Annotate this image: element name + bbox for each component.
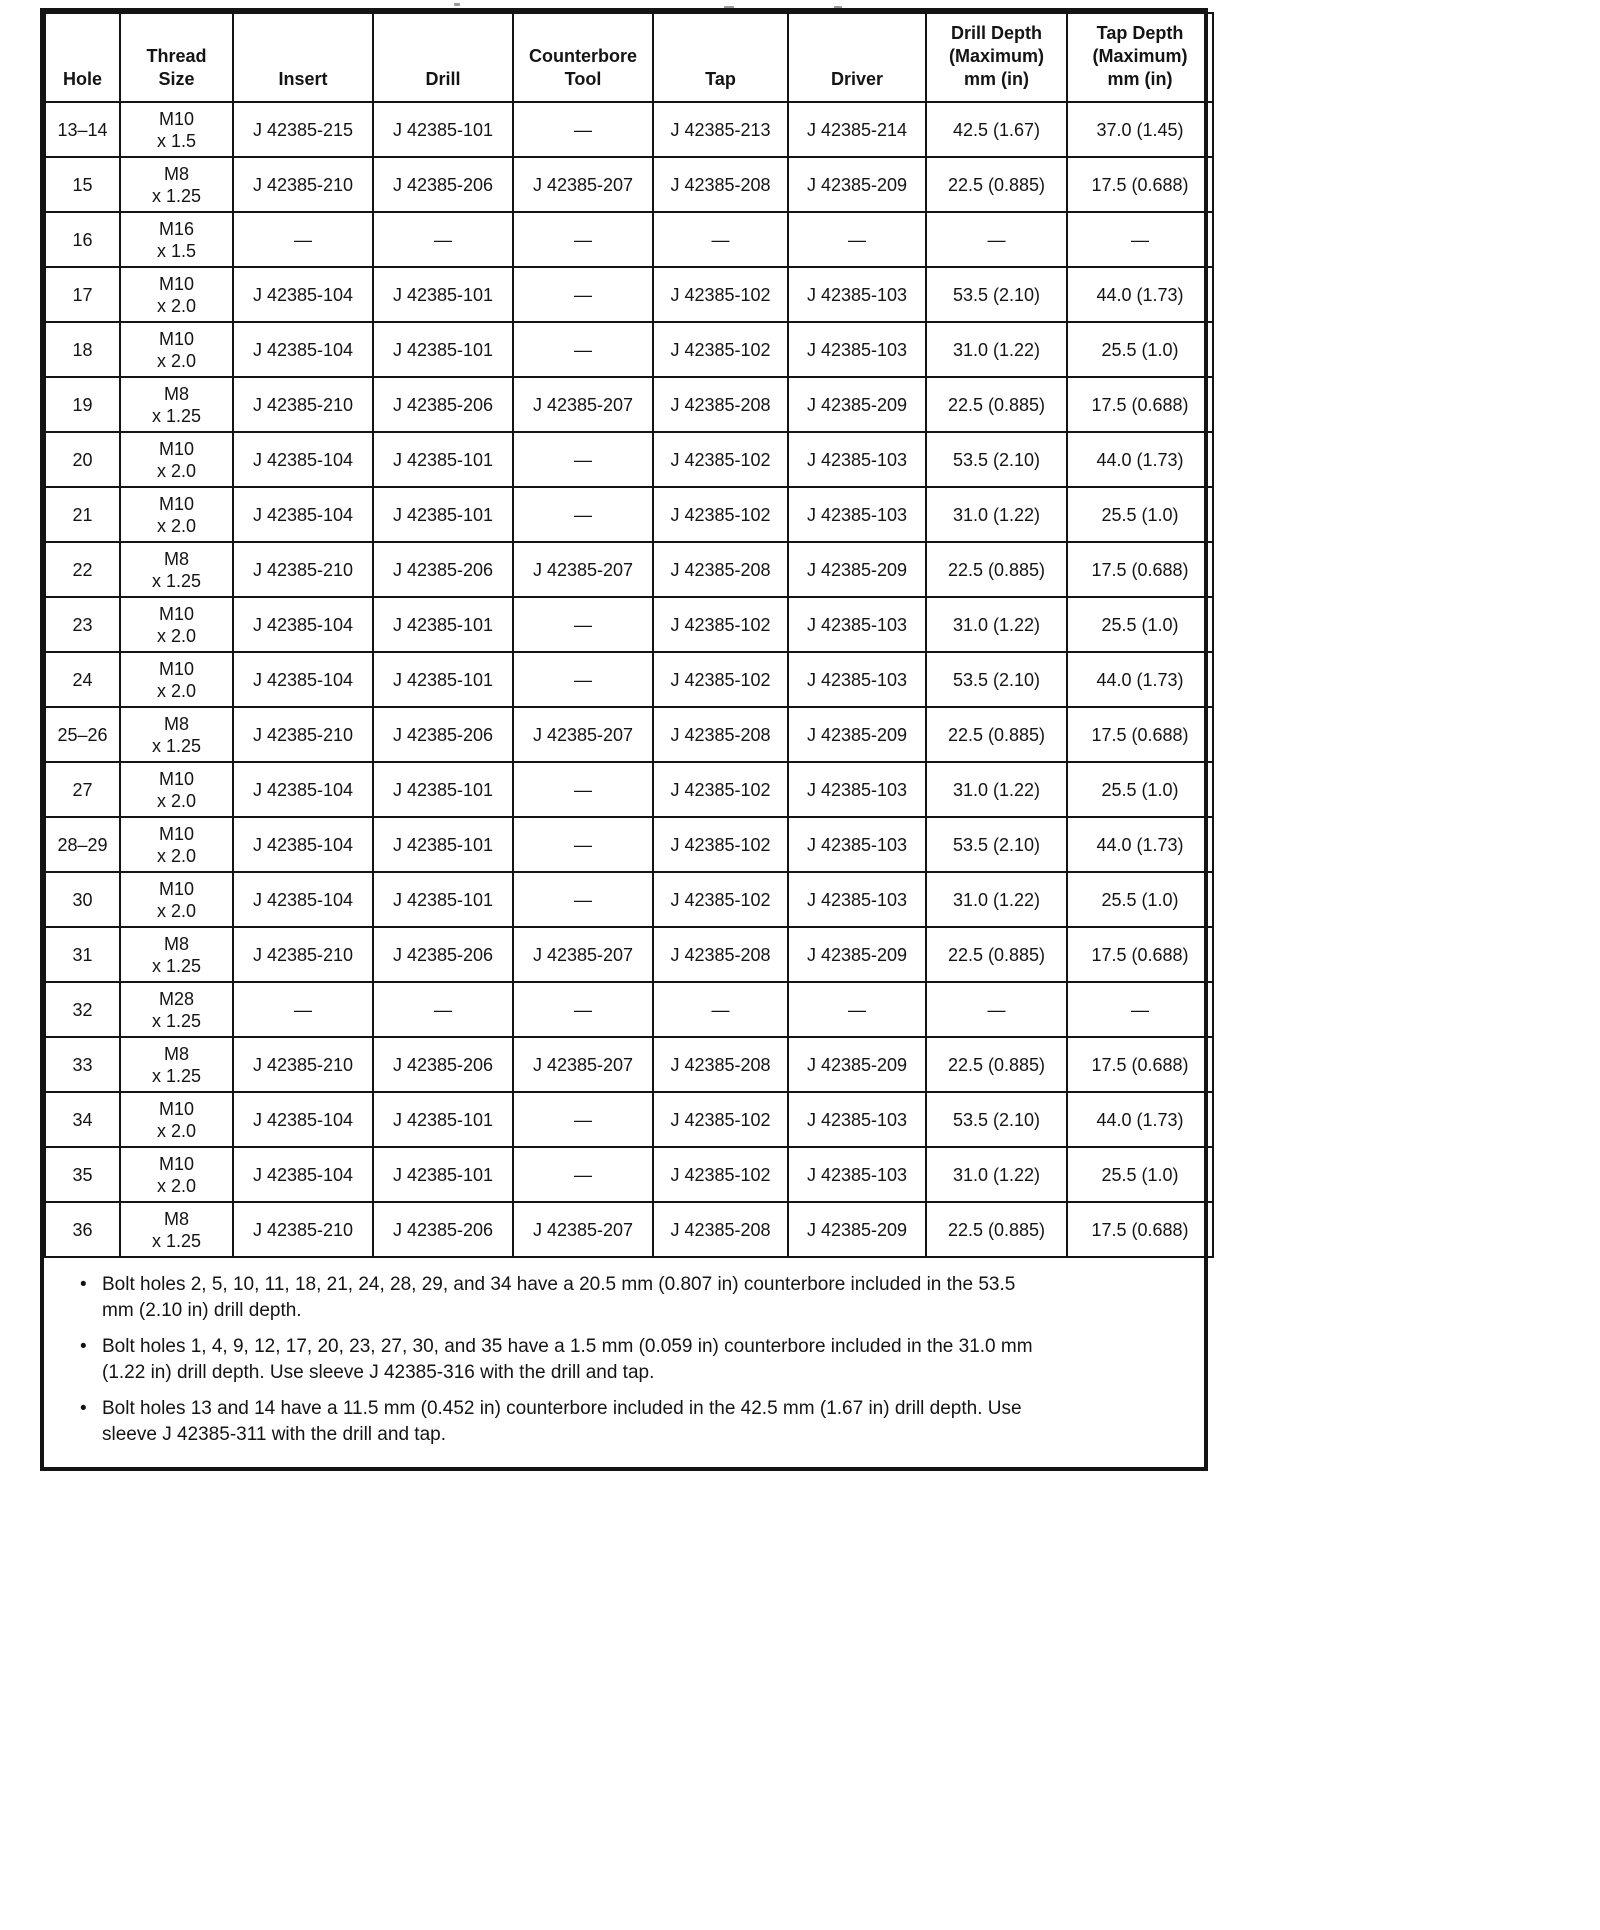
cell-tap-depth: 44.0 (1.73)	[1067, 817, 1213, 872]
table-row	[45, 982, 1213, 1037]
cell-counterbore-tool: J 42385-207	[513, 1202, 653, 1257]
cell-drill: J 42385-101	[373, 762, 513, 817]
cell-insert: J 42385-210	[233, 1202, 373, 1257]
cell-counterbore-tool: —	[513, 432, 653, 487]
cell-drill-depth: 31.0 (1.22)	[926, 762, 1067, 817]
cell-driver: J 42385-103	[788, 267, 926, 322]
tool-specification-document	[40, 8, 1208, 1471]
cell-counterbore-tool: —	[513, 267, 653, 322]
cell-drill-depth: 22.5 (0.885)	[926, 1037, 1067, 1092]
column-header-driver: Driver	[788, 13, 926, 102]
cell-hole: 27	[45, 762, 120, 817]
cell-drill-depth: 31.0 (1.22)	[926, 322, 1067, 377]
cell-insert: J 42385-210	[233, 1037, 373, 1092]
cell-insert: J 42385-210	[233, 377, 373, 432]
cell-tap-depth: 17.5 (0.688)	[1067, 927, 1213, 982]
table-row	[45, 817, 1213, 872]
cell-counterbore-tool: —	[513, 487, 653, 542]
cell-tap-depth: 37.0 (1.45)	[1067, 102, 1213, 157]
cell-driver: J 42385-209	[788, 1037, 926, 1092]
cell-driver: J 42385-209	[788, 157, 926, 212]
cell-tap: J 42385-102	[653, 817, 788, 872]
cell-drill: J 42385-101	[373, 597, 513, 652]
cell-hole: 25–26	[45, 707, 120, 762]
table-row	[45, 102, 1213, 157]
cell-counterbore-tool: J 42385-207	[513, 927, 653, 982]
cell-drill: J 42385-206	[373, 377, 513, 432]
cell-tap-depth: 25.5 (1.0)	[1067, 1147, 1213, 1202]
cell-thread-size: M10 x 2.0	[120, 432, 233, 487]
cell-insert: J 42385-104	[233, 1147, 373, 1202]
cell-tap-depth: 44.0 (1.73)	[1067, 1092, 1213, 1147]
cell-drill-depth: 22.5 (0.885)	[926, 927, 1067, 982]
cell-tap-depth: 17.5 (0.688)	[1067, 1037, 1213, 1092]
table-row	[45, 872, 1213, 927]
cell-drill: J 42385-101	[373, 487, 513, 542]
cell-drill: J 42385-206	[373, 542, 513, 597]
cell-drill-depth: 53.5 (2.10)	[926, 1092, 1067, 1147]
cell-drill-depth: 22.5 (0.885)	[926, 542, 1067, 597]
cell-hole: 28–29	[45, 817, 120, 872]
cell-insert: —	[233, 212, 373, 267]
cell-tap-depth: 17.5 (0.688)	[1067, 542, 1213, 597]
cell-thread-size: M16 x 1.5	[120, 212, 233, 267]
table-row	[45, 157, 1213, 212]
cell-insert: J 42385-210	[233, 707, 373, 762]
cell-drill-depth: 31.0 (1.22)	[926, 872, 1067, 927]
cell-counterbore-tool: —	[513, 102, 653, 157]
cell-driver: —	[788, 982, 926, 1037]
cell-thread-size: M8 x 1.25	[120, 1202, 233, 1257]
cell-counterbore-tool: —	[513, 817, 653, 872]
cell-tap: J 42385-102	[653, 1092, 788, 1147]
footnote-text: Bolt holes 1, 4, 9, 12, 17, 20, 23, 27, 30, and 35 have a 1.5 mm (0.059 in) counterbore included in the 31.0 mm (1.22 in) drill depth. Use sleeve J 42385-316 with the drill and tap.	[102, 1336, 1033, 1383]
cell-driver: J 42385-103	[788, 652, 926, 707]
cell-drill: J 42385-101	[373, 1147, 513, 1202]
cell-drill-depth: 31.0 (1.22)	[926, 1147, 1067, 1202]
cell-drill: J 42385-206	[373, 707, 513, 762]
bullet-icon: •	[80, 1336, 87, 1357]
table-row	[45, 377, 1213, 432]
cell-insert: J 42385-104	[233, 267, 373, 322]
cell-driver: J 42385-103	[788, 487, 926, 542]
cell-counterbore-tool: J 42385-207	[513, 157, 653, 212]
cell-thread-size: M10 x 2.0	[120, 322, 233, 377]
cell-tap: J 42385-208	[653, 1037, 788, 1092]
cell-tap-depth: 17.5 (0.688)	[1067, 377, 1213, 432]
cell-insert: J 42385-210	[233, 927, 373, 982]
column-header-counterbore-tool: Counterbore Tool	[513, 13, 653, 102]
cell-driver: J 42385-103	[788, 432, 926, 487]
cell-thread-size: M8 x 1.25	[120, 377, 233, 432]
cell-hole: 21	[45, 487, 120, 542]
cell-tap: —	[653, 982, 788, 1037]
cell-hole: 32	[45, 982, 120, 1037]
cell-tap: J 42385-102	[653, 1147, 788, 1202]
cell-driver: J 42385-103	[788, 597, 926, 652]
column-header-insert: Insert	[233, 13, 373, 102]
cell-insert: J 42385-104	[233, 652, 373, 707]
cell-driver: J 42385-209	[788, 542, 926, 597]
cell-driver: J 42385-103	[788, 1092, 926, 1147]
cell-hole: 36	[45, 1202, 120, 1257]
cell-thread-size: M10 x 2.0	[120, 872, 233, 927]
footnotes-section	[44, 1258, 1204, 1467]
cell-tap-depth: —	[1067, 212, 1213, 267]
column-header-hole: Hole	[45, 13, 120, 102]
cell-hole: 33	[45, 1037, 120, 1092]
table-row	[45, 927, 1213, 982]
cell-insert: J 42385-104	[233, 487, 373, 542]
cell-driver: J 42385-209	[788, 377, 926, 432]
bullet-icon: •	[80, 1274, 87, 1295]
cell-drill-depth: 22.5 (0.885)	[926, 157, 1067, 212]
cell-tap-depth: 25.5 (1.0)	[1067, 597, 1213, 652]
cell-hole: 24	[45, 652, 120, 707]
cell-thread-size: M10 x 2.0	[120, 652, 233, 707]
cell-drill-depth: 22.5 (0.885)	[926, 377, 1067, 432]
cell-hole: 17	[45, 267, 120, 322]
column-header-drill-depth: Drill Depth (Maximum) mm (in)	[926, 13, 1067, 102]
cell-hole: 23	[45, 597, 120, 652]
cell-tap: J 42385-208	[653, 377, 788, 432]
cell-thread-size: M10 x 2.0	[120, 267, 233, 322]
table-row	[45, 1202, 1213, 1257]
table-row	[45, 1147, 1213, 1202]
cell-tap-depth: 25.5 (1.0)	[1067, 487, 1213, 542]
cell-counterbore-tool: J 42385-207	[513, 1037, 653, 1092]
cell-thread-size: M8 x 1.25	[120, 542, 233, 597]
cell-drill-depth: 53.5 (2.10)	[926, 652, 1067, 707]
cell-hole: 18	[45, 322, 120, 377]
cell-insert: J 42385-104	[233, 872, 373, 927]
table-row	[45, 707, 1213, 762]
cell-tap: J 42385-208	[653, 1202, 788, 1257]
cell-drill-depth: —	[926, 982, 1067, 1037]
cell-drill-depth: 53.5 (2.10)	[926, 432, 1067, 487]
cell-driver: —	[788, 212, 926, 267]
cell-thread-size: M8 x 1.25	[120, 927, 233, 982]
cell-insert: J 42385-104	[233, 432, 373, 487]
cell-thread-size: M8 x 1.25	[120, 707, 233, 762]
cell-driver: J 42385-103	[788, 322, 926, 377]
table-body	[45, 102, 1213, 1257]
cell-drill-depth: 22.5 (0.885)	[926, 1202, 1067, 1257]
cell-insert: J 42385-104	[233, 817, 373, 872]
cell-drill: J 42385-101	[373, 102, 513, 157]
cell-insert: J 42385-210	[233, 542, 373, 597]
cell-insert: —	[233, 982, 373, 1037]
footnote-item	[80, 1396, 1045, 1447]
table-head-row	[45, 13, 1213, 102]
cell-tap: —	[653, 212, 788, 267]
cell-tap-depth: 17.5 (0.688)	[1067, 157, 1213, 212]
table-row	[45, 1092, 1213, 1147]
cell-tap-depth: 25.5 (1.0)	[1067, 762, 1213, 817]
cell-drill: J 42385-206	[373, 157, 513, 212]
cell-tap: J 42385-102	[653, 267, 788, 322]
cell-drill: J 42385-206	[373, 1202, 513, 1257]
cell-insert: J 42385-104	[233, 762, 373, 817]
cell-counterbore-tool: —	[513, 762, 653, 817]
table-row	[45, 542, 1213, 597]
cell-hole: 20	[45, 432, 120, 487]
cell-thread-size: M10 x 2.0	[120, 1092, 233, 1147]
cell-driver: J 42385-103	[788, 762, 926, 817]
cell-counterbore-tool: —	[513, 982, 653, 1037]
cell-tap-depth: 44.0 (1.73)	[1067, 432, 1213, 487]
column-header-thread-size: Thread Size	[120, 13, 233, 102]
cell-drill: —	[373, 212, 513, 267]
cell-counterbore-tool: —	[513, 652, 653, 707]
cell-driver: J 42385-103	[788, 872, 926, 927]
table-row	[45, 267, 1213, 322]
cell-tap: J 42385-102	[653, 322, 788, 377]
scan-artifact	[454, 3, 460, 6]
footnote-text: Bolt holes 2, 5, 10, 11, 18, 21, 24, 28, 29, and 34 have a 20.5 mm (0.807 in) counterbore included in the 53.5 mm (2.10 in) drill depth.	[102, 1274, 1016, 1321]
cell-drill: J 42385-101	[373, 817, 513, 872]
cell-thread-size: M10 x 1.5	[120, 102, 233, 157]
cell-tap: J 42385-208	[653, 542, 788, 597]
cell-tap-depth: 17.5 (0.688)	[1067, 707, 1213, 762]
cell-thread-size: M10 x 2.0	[120, 597, 233, 652]
cell-tap: J 42385-208	[653, 927, 788, 982]
table-row	[45, 597, 1213, 652]
cell-thread-size: M28 x 1.25	[120, 982, 233, 1037]
cell-counterbore-tool: —	[513, 212, 653, 267]
cell-tap-depth: 44.0 (1.73)	[1067, 267, 1213, 322]
cell-hole: 34	[45, 1092, 120, 1147]
table-row	[45, 432, 1213, 487]
cell-drill-depth: 31.0 (1.22)	[926, 487, 1067, 542]
cell-tap: J 42385-102	[653, 652, 788, 707]
cell-drill: J 42385-101	[373, 432, 513, 487]
cell-drill-depth: 53.5 (2.10)	[926, 267, 1067, 322]
cell-hole: 22	[45, 542, 120, 597]
cell-tap: J 42385-213	[653, 102, 788, 157]
footnote-item	[80, 1334, 1045, 1385]
cell-tap: J 42385-102	[653, 432, 788, 487]
cell-thread-size: M8 x 1.25	[120, 1037, 233, 1092]
cell-insert: J 42385-104	[233, 322, 373, 377]
table-row	[45, 212, 1213, 267]
cell-drill-depth: 22.5 (0.885)	[926, 707, 1067, 762]
cell-counterbore-tool: —	[513, 1147, 653, 1202]
cell-hole: 30	[45, 872, 120, 927]
cell-hole: 35	[45, 1147, 120, 1202]
bullet-icon: •	[80, 1398, 87, 1419]
cell-driver: J 42385-103	[788, 817, 926, 872]
cell-hole: 19	[45, 377, 120, 432]
table-row	[45, 652, 1213, 707]
cell-drill-depth: 53.5 (2.10)	[926, 817, 1067, 872]
cell-driver: J 42385-214	[788, 102, 926, 157]
cell-counterbore-tool: —	[513, 1092, 653, 1147]
footnote-text: Bolt holes 13 and 14 have a 11.5 mm (0.452 in) counterbore included in the 42.5 mm (1.67 in) drill depth. Use sleeve J 42385-311 with the drill and tap.	[102, 1398, 1022, 1445]
cell-drill-depth: 31.0 (1.22)	[926, 597, 1067, 652]
cell-insert: J 42385-104	[233, 597, 373, 652]
cell-drill: J 42385-206	[373, 927, 513, 982]
cell-drill-depth: —	[926, 212, 1067, 267]
cell-tap: J 42385-102	[653, 762, 788, 817]
cell-thread-size: M8 x 1.25	[120, 157, 233, 212]
cell-drill: J 42385-101	[373, 322, 513, 377]
cell-tap: J 42385-208	[653, 157, 788, 212]
cell-tap-depth: —	[1067, 982, 1213, 1037]
cell-tap: J 42385-102	[653, 872, 788, 927]
cell-counterbore-tool: J 42385-207	[513, 542, 653, 597]
cell-driver: J 42385-209	[788, 927, 926, 982]
cell-tap-depth: 17.5 (0.688)	[1067, 1202, 1213, 1257]
cell-hole: 13–14	[45, 102, 120, 157]
cell-drill: J 42385-101	[373, 1092, 513, 1147]
cell-drill-depth: 42.5 (1.67)	[926, 102, 1067, 157]
cell-hole: 16	[45, 212, 120, 267]
column-header-tap-depth: Tap Depth (Maximum) mm (in)	[1067, 13, 1213, 102]
cell-thread-size: M10 x 2.0	[120, 487, 233, 542]
table-row	[45, 762, 1213, 817]
cell-thread-size: M10 x 2.0	[120, 817, 233, 872]
column-header-tap: Tap	[653, 13, 788, 102]
cell-tap: J 42385-102	[653, 487, 788, 542]
cell-tap-depth: 25.5 (1.0)	[1067, 322, 1213, 377]
cell-insert: J 42385-104	[233, 1092, 373, 1147]
cell-drill: —	[373, 982, 513, 1037]
cell-counterbore-tool: —	[513, 322, 653, 377]
cell-tap: J 42385-102	[653, 597, 788, 652]
cell-tap-depth: 44.0 (1.73)	[1067, 652, 1213, 707]
cell-thread-size: M10 x 2.0	[120, 762, 233, 817]
column-header-drill: Drill	[373, 13, 513, 102]
cell-drill: J 42385-101	[373, 872, 513, 927]
cell-counterbore-tool: —	[513, 597, 653, 652]
cell-tap-depth: 25.5 (1.0)	[1067, 872, 1213, 927]
cell-insert: J 42385-215	[233, 102, 373, 157]
cell-tap: J 42385-208	[653, 707, 788, 762]
cell-driver: J 42385-209	[788, 1202, 926, 1257]
table-row	[45, 487, 1213, 542]
cell-hole: 31	[45, 927, 120, 982]
cell-counterbore-tool: J 42385-207	[513, 707, 653, 762]
table-row	[45, 1037, 1213, 1092]
table-row	[45, 322, 1213, 377]
footnote-item	[80, 1272, 1045, 1323]
cell-insert: J 42385-210	[233, 157, 373, 212]
cell-drill: J 42385-206	[373, 1037, 513, 1092]
cell-drill: J 42385-101	[373, 267, 513, 322]
cell-thread-size: M10 x 2.0	[120, 1147, 233, 1202]
cell-driver: J 42385-103	[788, 1147, 926, 1202]
cell-hole: 15	[45, 157, 120, 212]
cell-driver: J 42385-209	[788, 707, 926, 762]
cell-counterbore-tool: J 42385-207	[513, 377, 653, 432]
cell-counterbore-tool: —	[513, 872, 653, 927]
cell-drill: J 42385-101	[373, 652, 513, 707]
hole-tool-table	[44, 12, 1214, 1258]
